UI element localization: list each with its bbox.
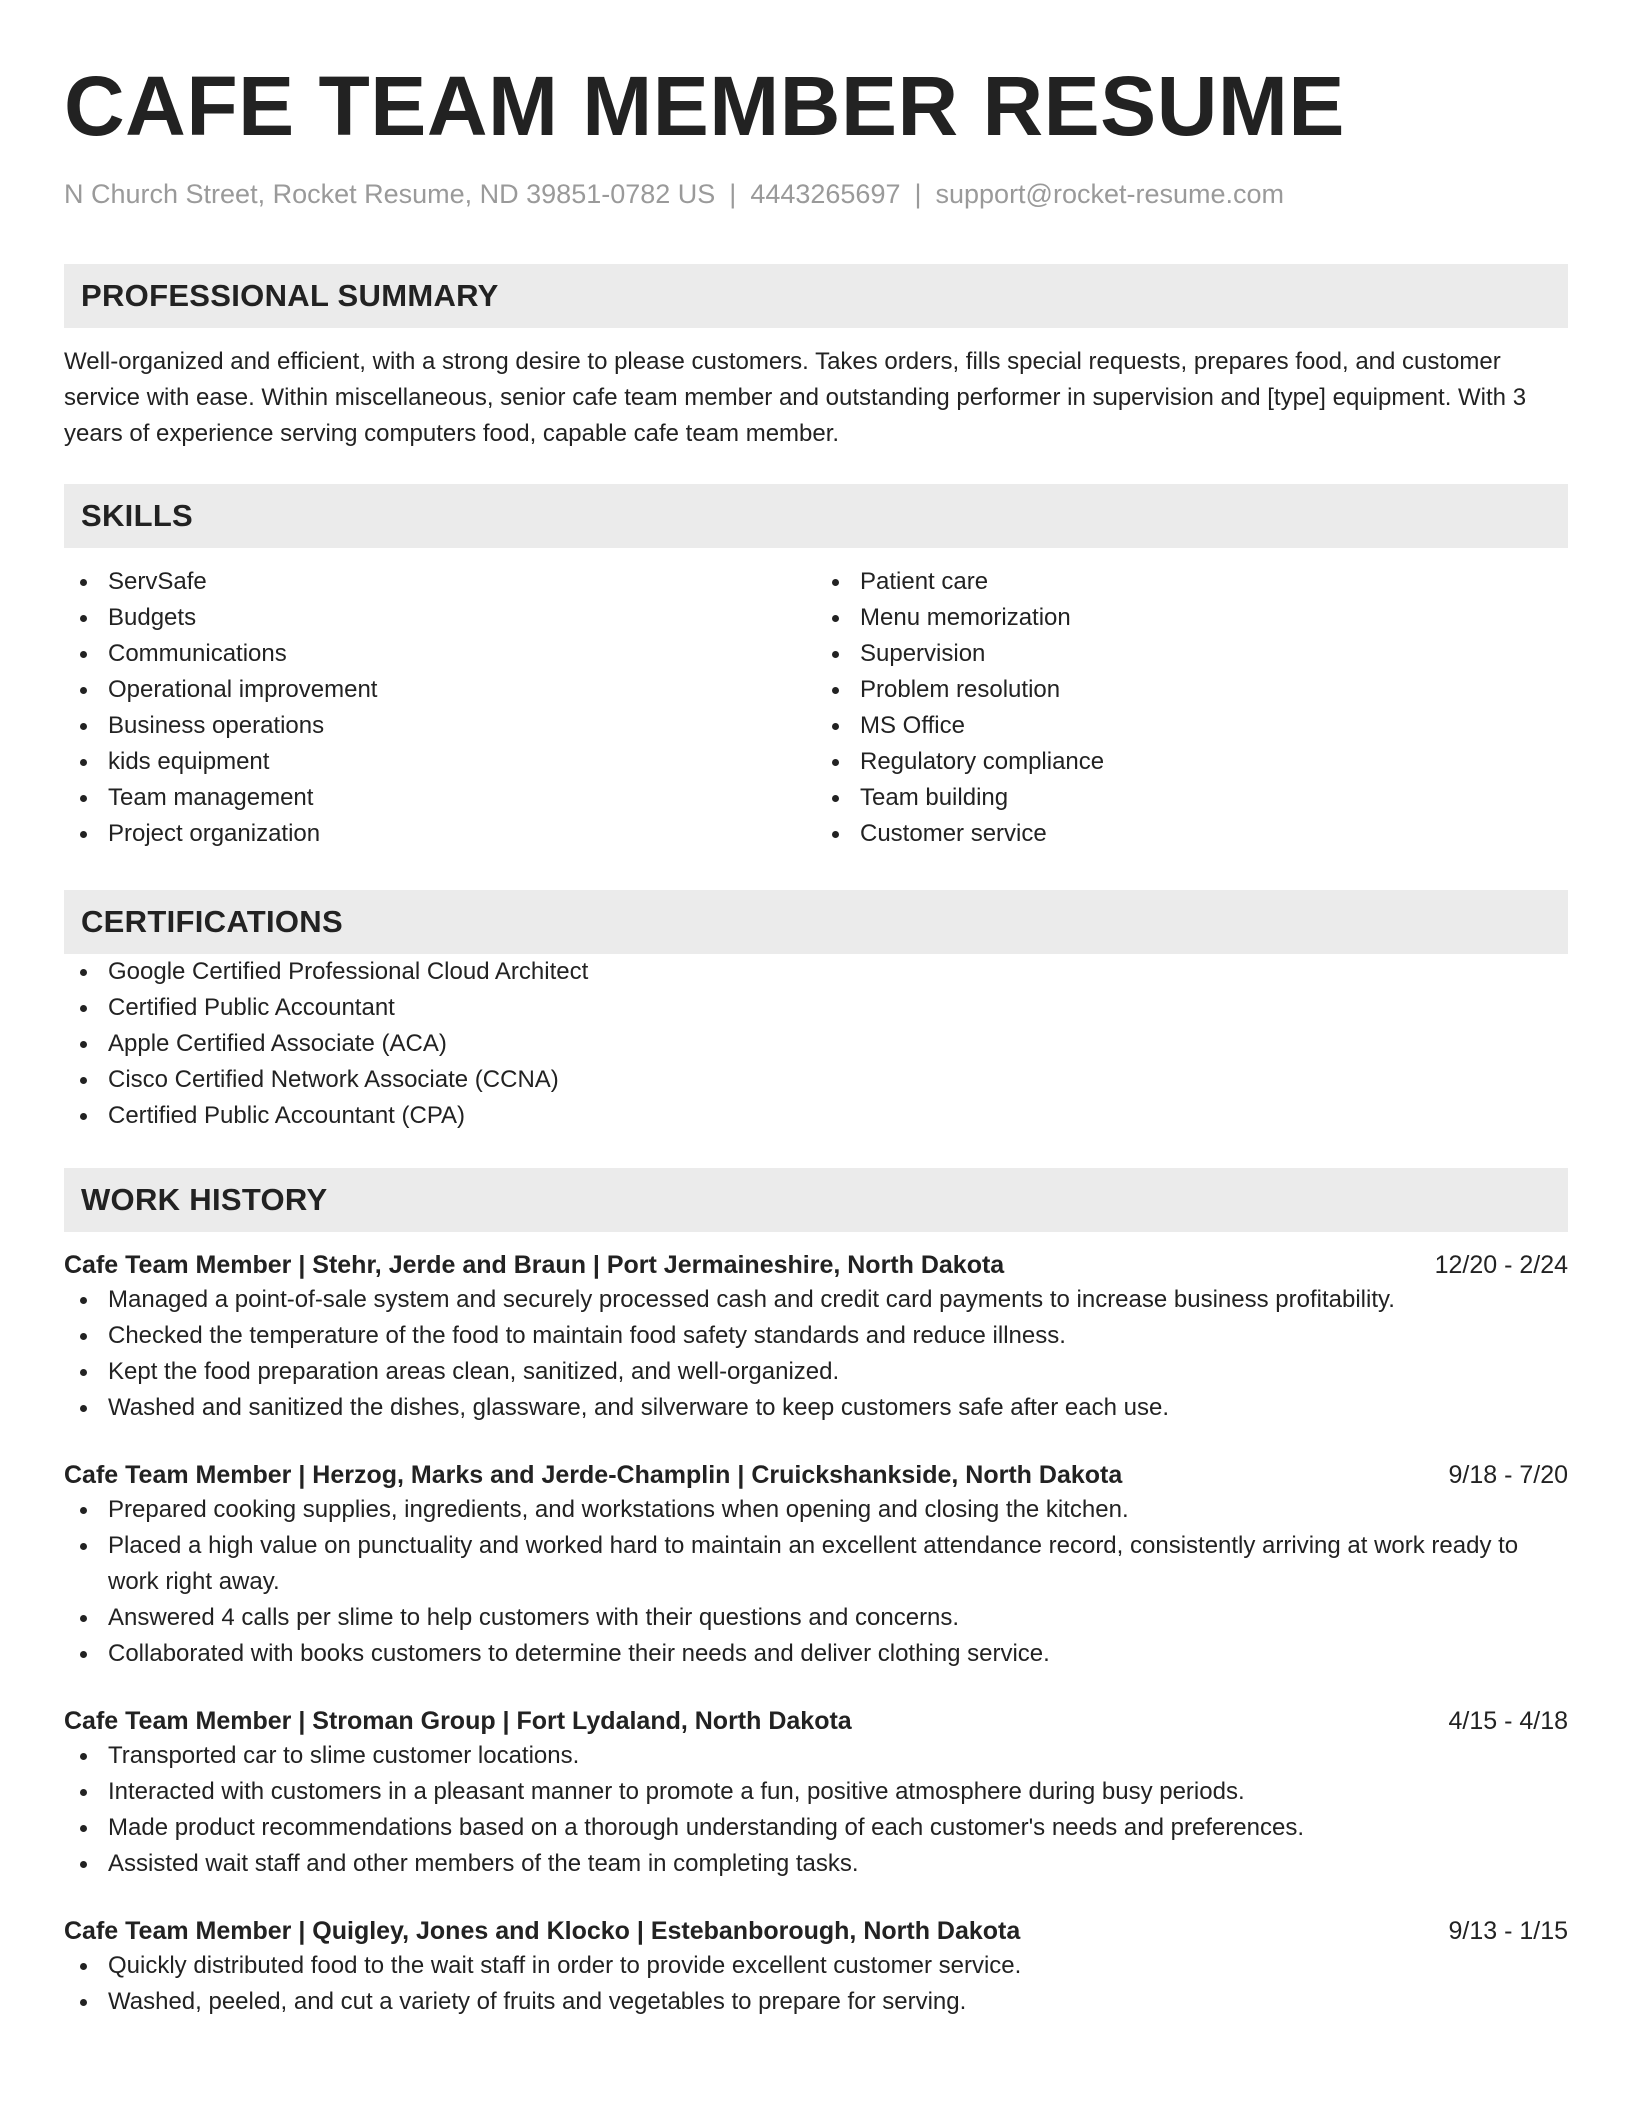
job-bullets xyxy=(64,1948,1568,2020)
job-bullet: Answered 4 calls per slime to help customers with their questions and concerns. xyxy=(64,1600,1568,1636)
job-dates: 12/20 - 2/24 xyxy=(1434,1251,1568,1279)
skills-column-right xyxy=(816,564,1568,852)
job-title: Cafe Team Member | Herzog, Marks and Jerde-Champlin | Cruickshankside, North Dakota xyxy=(64,1461,1123,1489)
job-bullet: Interacted with customers in a pleasant manner to promote a fun, positive atmosphere during busy periods. xyxy=(64,1774,1568,1810)
skill-item: Supervision xyxy=(816,636,1568,672)
job-title: Cafe Team Member | Stehr, Jerde and Braun | Port Jermaineshire, North Dakota xyxy=(64,1251,1005,1279)
job-entry xyxy=(64,1914,1568,2020)
section-heading-work-history: WORK HISTORY xyxy=(64,1168,1568,1232)
job-bullets xyxy=(64,1492,1568,1672)
job-bullet: Transported car to slime customer locations. xyxy=(64,1738,1568,1774)
skill-item: Customer service xyxy=(816,816,1568,852)
certifications-section xyxy=(64,890,1568,1134)
skill-item: Patient care xyxy=(816,564,1568,600)
skill-item: Project organization xyxy=(64,816,816,852)
section-heading-certifications: CERTIFICATIONS xyxy=(64,890,1568,954)
job-bullet: Made product recommendations based on a thorough understanding of each customer's needs and preferences. xyxy=(64,1810,1568,1846)
professional-summary-section xyxy=(64,264,1568,452)
certification-item: Certified Public Accountant (CPA) xyxy=(64,1098,1568,1134)
skills-column-left xyxy=(64,564,816,852)
skill-item: kids equipment xyxy=(64,744,816,780)
job-entry xyxy=(64,1458,1568,1672)
contact-address: N Church Street, Rocket Resume, ND 39851-0782 US xyxy=(64,179,716,209)
certification-item: Google Certified Professional Cloud Architect xyxy=(64,954,1568,990)
skill-item: Communications xyxy=(64,636,816,672)
job-bullet: Checked the temperature of the food to maintain food safety standards and reduce illness. xyxy=(64,1318,1568,1354)
contact-separator: | xyxy=(914,179,922,209)
job-bullets xyxy=(64,1282,1568,1426)
job-bullet: Assisted wait staff and other members of the team in completing tasks. xyxy=(64,1846,1568,1882)
work-history-section xyxy=(64,1168,1568,2020)
job-bullet: Washed and sanitized the dishes, glassware, and silverware to keep customers safe after each use. xyxy=(64,1390,1568,1426)
job-header xyxy=(64,1914,1568,1948)
job-header xyxy=(64,1704,1568,1738)
certification-item: Certified Public Accountant xyxy=(64,990,1568,1026)
job-entry xyxy=(64,1248,1568,1426)
certifications-list xyxy=(64,954,1568,1134)
skill-item: Problem resolution xyxy=(816,672,1568,708)
skill-item: Team building xyxy=(816,780,1568,816)
skills-list-left xyxy=(64,564,816,852)
job-title: Cafe Team Member | Stroman Group | Fort Lydaland, North Dakota xyxy=(64,1707,852,1735)
contact-email: support@rocket-resume.com xyxy=(935,179,1285,209)
skill-item: Business operations xyxy=(64,708,816,744)
skills-section xyxy=(64,484,1568,852)
job-bullet: Prepared cooking supplies, ingredients, and workstations when opening and closing the kitchen. xyxy=(64,1492,1568,1528)
job-title: Cafe Team Member | Quigley, Jones and Klocko | Estebanborough, North Dakota xyxy=(64,1917,1021,1945)
job-bullet: Collaborated with books customers to determine their needs and deliver clothing service. xyxy=(64,1636,1568,1672)
contact-separator: | xyxy=(729,179,737,209)
certification-item: Apple Certified Associate (ACA) xyxy=(64,1026,1568,1062)
job-dates: 4/15 - 4/18 xyxy=(1448,1707,1568,1735)
job-bullet: Quickly distributed food to the wait staff in order to provide excellent customer service. xyxy=(64,1948,1568,1984)
skill-item: Operational improvement xyxy=(64,672,816,708)
skill-item: Budgets xyxy=(64,600,816,636)
resume-title: CAFE TEAM MEMBER RESUME xyxy=(64,59,1345,153)
contact-line xyxy=(64,176,1568,212)
skill-item: ServSafe xyxy=(64,564,816,600)
contact-phone: 4443265697 xyxy=(750,179,901,209)
skill-item: Menu memorization xyxy=(816,600,1568,636)
job-bullet: Kept the food preparation areas clean, sanitized, and well-organized. xyxy=(64,1354,1568,1390)
certification-item: Cisco Certified Network Associate (CCNA) xyxy=(64,1062,1568,1098)
job-bullet: Placed a high value on punctuality and worked hard to maintain an excellent attendance record, consistently arriving at work ready to work right away. xyxy=(64,1528,1568,1600)
job-bullets xyxy=(64,1738,1568,1882)
job-dates: 9/18 - 7/20 xyxy=(1448,1461,1568,1489)
section-heading-skills: SKILLS xyxy=(64,484,1568,548)
job-bullet: Washed, peeled, and cut a variety of fruits and vegetables to prepare for serving. xyxy=(64,1984,1568,2020)
skill-item: MS Office xyxy=(816,708,1568,744)
skills-grid xyxy=(64,564,1568,852)
job-header xyxy=(64,1458,1568,1492)
job-bullet: Managed a point-of-sale system and securely processed cash and credit card payments to increase business profitability. xyxy=(64,1282,1568,1318)
job-dates: 9/13 - 1/15 xyxy=(1448,1917,1568,1945)
skill-item: Team management xyxy=(64,780,816,816)
job-entry xyxy=(64,1704,1568,1882)
skills-list-right xyxy=(816,564,1568,852)
skill-item: Regulatory compliance xyxy=(816,744,1568,780)
section-heading-summary: PROFESSIONAL SUMMARY xyxy=(64,264,1568,328)
job-header xyxy=(64,1248,1568,1282)
summary-text: Well-organized and efficient, with a strong desire to please customers. Takes orders, fills special requests, prepares food, and customer service with ease. Within miscellaneous, senior cafe team member and outstanding performer in supervision and [type] equipment. With 3 years of experience serving computers food, capable cafe team member. xyxy=(64,348,1527,447)
